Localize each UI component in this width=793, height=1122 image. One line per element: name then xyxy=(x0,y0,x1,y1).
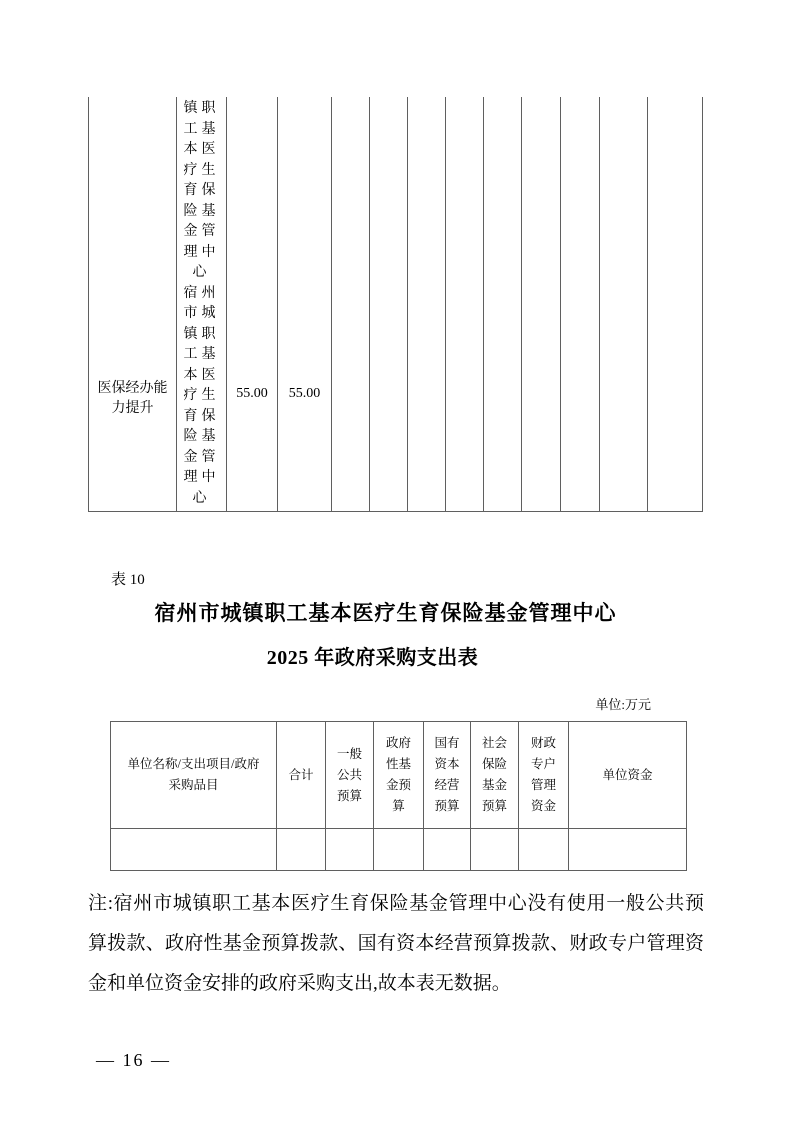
empty-cell xyxy=(522,97,561,511)
empty-data-row xyxy=(111,829,687,871)
empty-data-cell xyxy=(277,829,326,871)
empty-data-cell xyxy=(374,829,424,871)
document-title: 宿州市城镇职工基本医疗生育保险基金管理中心 xyxy=(154,601,617,625)
column-header-total: 合计 xyxy=(277,722,326,829)
amount-value: 55.00 xyxy=(236,386,268,401)
column-header-govt-fund-budget: 政府性基金预算 xyxy=(374,722,424,829)
empty-cell xyxy=(561,97,600,511)
empty-data-cell xyxy=(519,829,569,871)
empty-cell xyxy=(600,97,648,511)
note-line: 注:宿州市城镇职工基本医疗生育保险基金管理中心没有使用一般公共预 xyxy=(88,893,704,914)
amount-cell-total xyxy=(227,97,278,511)
column-header-state-capital-budget: 国有资本经营预算 xyxy=(424,722,471,829)
empty-cell xyxy=(648,97,703,511)
column-header-general-public-budget: 一般公共预算 xyxy=(326,722,374,829)
empty-cell xyxy=(408,97,446,511)
header-row xyxy=(111,722,687,829)
unit-label: 单位:万元 xyxy=(595,697,651,712)
empty-cell xyxy=(446,97,484,511)
empty-data-cell xyxy=(424,829,471,871)
empty-cell xyxy=(332,97,370,511)
amount-cell-general-budget xyxy=(278,97,332,511)
page-number: — 16 — xyxy=(96,1050,171,1070)
table-number-label: 表 10 xyxy=(111,572,145,588)
column-header-unit-item: 单位名称/支出项目/政府采购品目 xyxy=(111,722,277,829)
empty-cell xyxy=(370,97,408,511)
empty-data-cell xyxy=(111,829,277,871)
unit-name-cell xyxy=(177,97,227,511)
empty-cell xyxy=(484,97,522,511)
performance-table-continued xyxy=(88,97,703,512)
unit-name-part1: 镇职工基本医疗生育保险基金管理中心 xyxy=(183,101,220,280)
empty-data-cell xyxy=(569,829,687,871)
amount-value: 55.00 xyxy=(288,386,321,401)
note-paragraph xyxy=(88,884,704,1004)
unit-name-text xyxy=(177,99,226,509)
unit-name-part2: 宿州市城镇职工基本医疗生育保险基金管理中心 xyxy=(183,285,220,506)
empty-data-cell xyxy=(471,829,519,871)
empty-data-cell xyxy=(326,829,374,871)
note-line: 算拨款、政府性基金预算拨款、国有资本经营预算拨款、财政专户管理资 xyxy=(88,933,704,954)
column-header-social-insurance-budget: 社会保险基金预算 xyxy=(471,722,519,829)
program-name-cell xyxy=(89,97,177,511)
column-header-fiscal-special-account: 财政专户管理资金 xyxy=(519,722,569,829)
program-name-text: 医保经办能力提升 xyxy=(97,381,168,416)
document-subtitle: 2025 年政府采购支出表 xyxy=(266,647,479,669)
procurement-table xyxy=(110,721,687,871)
column-header-unit-funds: 单位资金 xyxy=(569,722,687,829)
note-line: 金和单位资金安排的政府采购支出,故本表无数据。 xyxy=(88,973,511,994)
